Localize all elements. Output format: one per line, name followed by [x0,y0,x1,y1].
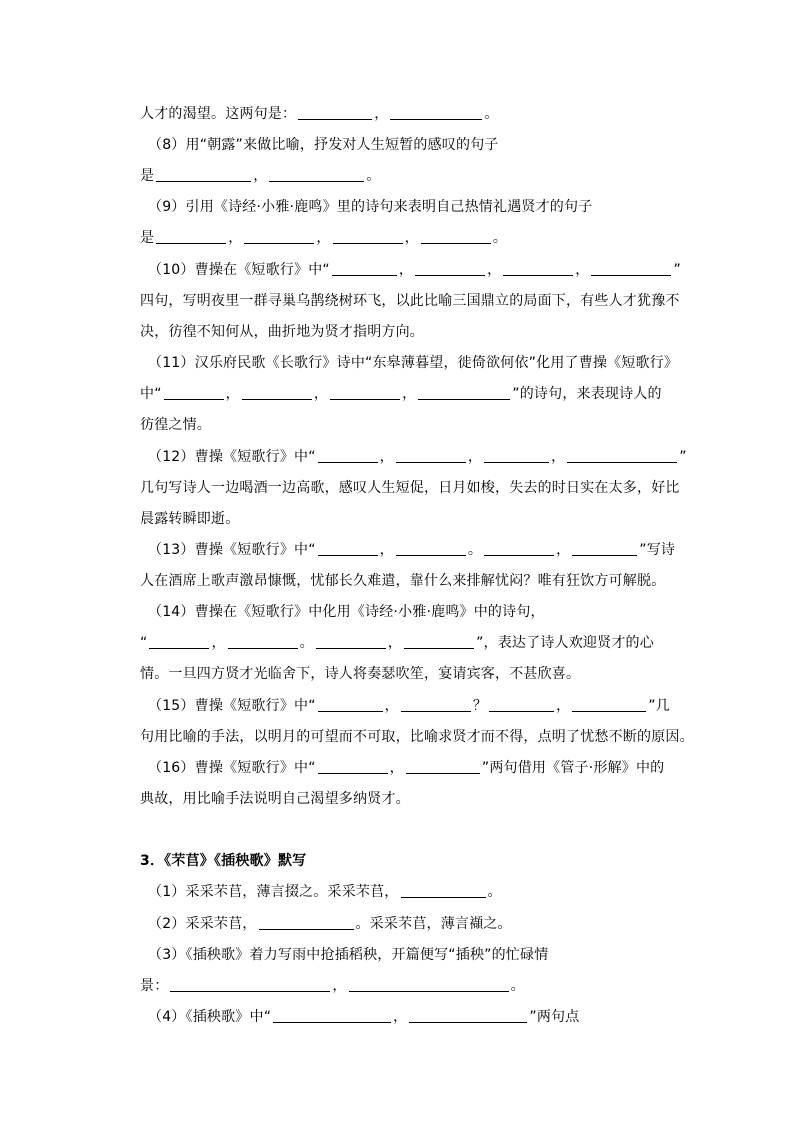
answer-blank[interactable] [503,261,573,276]
answer-blank[interactable] [156,167,251,182]
answer-blank[interactable] [572,697,646,712]
answer-blank[interactable] [318,697,383,712]
answer-blank[interactable] [318,448,378,463]
text-line: 人在酒席上歌声激昂慷慨，忧郁长久难遣，靠什么来排解忧闷？唯有狂饮方可解脱。 [140,573,666,589]
answer-blank[interactable] [415,261,485,276]
text-line: “ ， 。 ， ”，表达了诗人欢迎贤才的心 [140,635,654,651]
answer-blank[interactable] [228,634,298,649]
question-9: （9）引用《诗经·小雅·鹿鸣》里的诗句来表明自己热情礼遇贤才的句子 [148,199,593,215]
answer-blank[interactable] [572,541,637,556]
text-line: 是 ， ， ， 。 [140,230,508,246]
answer-blank[interactable] [404,634,474,649]
question-14: （14）曹操在《短歌行》中化用《诗经·小雅·鹿鸣》中的诗句， [148,604,545,620]
text-line: 典故，用比喻手法说明自己渴望多纳贤才。 [140,791,410,807]
answer-blank[interactable] [401,697,471,712]
text-line: 决，彷徨不知何从，曲折地为贤才指明方向。 [140,324,424,340]
answer-blank[interactable] [484,541,554,556]
question-13: （13）曹操《短歌行》中“ ， 。 ， ”写诗 [148,542,676,558]
text-line: 景： ， 。 [140,978,525,994]
answer-blank[interactable] [318,759,388,774]
answer-blank[interactable] [396,448,466,463]
answer-blank[interactable] [401,883,486,898]
answer-blank[interactable] [390,105,482,120]
answer-blank[interactable] [269,167,364,182]
answer-blank[interactable] [396,541,466,556]
text-line: 几句写诗人一边喝酒一边高歌，感叹人生短促，日月如梭，失去的时日实在太多，好比 [140,480,680,496]
answer-blank[interactable] [298,105,372,120]
answer-blank[interactable] [242,385,312,400]
section-question-4: （4）《插秧歌》中“ ， ”两句点 [148,1009,580,1025]
answer-blank[interactable] [316,634,386,649]
answer-blank[interactable] [244,229,314,244]
question-15: （15）曹操《短歌行》中“ ， ？ ， ”几 [148,698,670,714]
text-line: 是 ， 。 [140,168,381,184]
section-question-1: （1）采采芣苢，薄言掇之。采采芣苢， 。 [148,884,502,900]
answer-blank[interactable] [149,634,209,649]
question-11: （11）汉乐府民歌《长歌行》诗中“东皋薄暮望，徙倚欲何依”化用了曹操《短歌行》 [148,355,679,371]
text-line: 四句，写明夜里一群寻巢乌鹊绕树环飞，以此比喻三国鼎立的局面下，有些人才犹豫不 [140,293,680,309]
answer-blank[interactable] [567,448,677,463]
text-line: 中“ ， ， ， ”的诗句，来表现诗人的 [140,386,662,402]
answer-blank[interactable] [332,261,397,276]
answer-blank[interactable] [156,229,226,244]
answer-blank[interactable] [484,448,549,463]
section-question-2: （2）采采芣苢， 。采采芣苢，薄言襭之。 [148,916,512,932]
answer-blank[interactable] [409,1008,527,1023]
answer-blank[interactable] [591,261,671,276]
text-line: 人才的渴望。这两句是： ， 。 [140,106,499,122]
question-16: （16）曹操《短歌行》中“ ， ”两句借用《管子·形解》中的 [148,760,665,776]
text-line: 情。一旦四方贤才光临舍下，诗人将奏瑟吹笙，宴请宾客，不甚欣喜。 [140,666,581,682]
answer-blank[interactable] [259,915,354,930]
answer-blank[interactable] [489,697,554,712]
answer-blank[interactable] [349,977,509,992]
question-12: （12）曹操《短歌行》中“ ， ， ， ” [148,449,687,465]
answer-blank[interactable] [318,541,378,556]
answer-blank[interactable] [330,385,400,400]
answer-blank[interactable] [273,1008,391,1023]
answer-blank[interactable] [421,229,491,244]
answer-blank[interactable] [406,759,480,774]
answer-blank[interactable] [418,385,510,400]
answer-blank[interactable] [170,977,330,992]
section-question-3: （3）《插秧歌》着力写雨中抢插稻秧，开篇便写“插秧”的忙碌情 [148,947,549,963]
text-line: 彷徨之情。 [140,417,211,433]
text-line: 句用比喻的手法，以明月的可望而不可取，比喻求贤才而不得，点明了忧愁不断的原因。 [140,729,694,745]
question-10: （10）曹操在《短歌行》中“ ， ， ， ” [148,262,681,278]
text-line: 晨露转瞬即逝。 [140,511,240,527]
section-title: 3．《芣苢》《插秧歌》默写 [140,853,307,869]
answer-blank[interactable] [164,385,224,400]
question-8: （8）用“朝露”来做比喻，抒发对人生短暂的感叹的句子 [148,137,499,153]
answer-blank[interactable] [333,229,403,244]
